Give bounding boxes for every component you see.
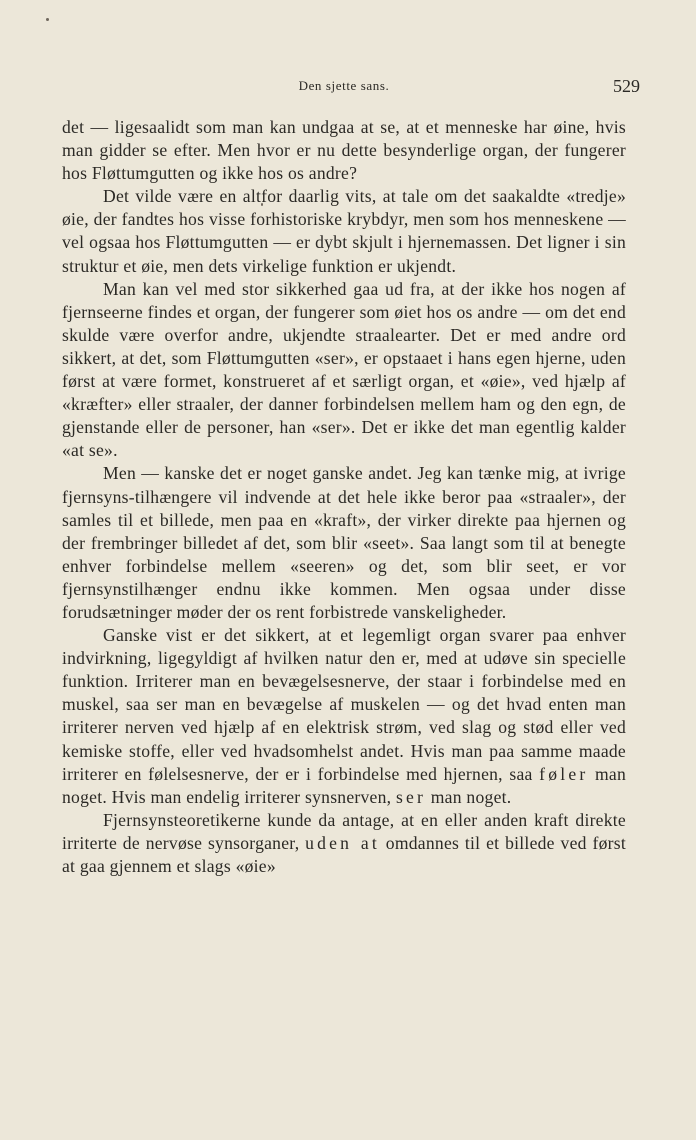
text-run: Det vilde være en altfor daarlig vits, at tale om det saakaldte «tredje» øie, der fandtes hos visse forhistoriske krybdyr, men som hos menneskene — vel ogsaa hos Fløttumgutten — er dybt skjult i hjernemassen. Det ligner i sin struktur et øie, men dets virkelige funktion er ukjendt. (62, 186, 626, 276)
emphasis-spaced: ser (395, 786, 427, 807)
paragraph (62, 185, 626, 277)
text-run: omdannes til et billede ved først at gaa gjennem et slags «øie» (62, 832, 626, 876)
emphasis-spaced: føler (539, 763, 589, 784)
paragraph (62, 278, 626, 463)
paragraph (62, 116, 626, 185)
text-run: man noget. Hvis man endelig irriterer synsnerven, (62, 763, 626, 807)
emphasis-spaced: uden at (305, 832, 380, 853)
paragraph (62, 809, 626, 878)
page-number: 529 (613, 76, 640, 96)
speck-mark (46, 18, 49, 21)
text-run: Ganske vist er det sikkert, at et legemligt organ svarer paa enhver indvirkning, ligegyldigt af hvilken natur den er, med at udøve sin specielle funktion. Irriterer man en bevægelsesnerve, der staar i forbindelse med en muskel, saa ser man en bevægelse af muskelen — og det hvad enten man irriterer nerven ved hjælp af en elektrisk strøm, ved slag og stød eller ved kemiske stoffe, eller ved hvadsomhelst andet. Hvis man paa samme maade irriterer en følelsesnerve, der er i forbindelse med hjernen, saa (62, 625, 626, 784)
text-run: det — ligesaalidt som man kan undgaa at se, at et menneske har øine, hvis man gidder se efter. Men hvor er nu dette besynderlige organ, der fungerer hos Fløttumgutten og ikke hos os andre? (62, 117, 626, 184)
text-run: Men — kanske det er noget ganske andet. Jeg kan tænke mig, at ivrige fjernsyns-tilhængere vil indvende at det hele ikke beror paa «straaler», der samles til et billede, men paa en «kraft», der virker direkte paa hjernen og der frembringer billedet af det, som blir «seet». Saa langt som til at benegte enhver forbindelse mellem «seeren» og det, som blir seet, er vor fjernsynstilhænger endnu ikke kommen. Men ogsaa under disse forudsætninger møder der os rent forbistrede vanskeligheder. (62, 463, 626, 622)
running-head (62, 76, 640, 100)
paragraph (62, 462, 626, 624)
text-run: Man kan vel med stor sikkerhed gaa ud fra, at der ikke hos nogen af fjernseerne findes et organ, der fungerer som øiet hos os andre — om det end skulde være overfor andre, ukjendte straalearter. Det er med andre ord sikkert, at det, som Fløttumgutten «ser», er opstaaet i hans egen hjerne, uden først at være formet, konstrueret af et særligt organ, et «øie», ved hjælp af «kræfter» eller straaler, der danner forbindelsen mellem ham og den egn, de gjenstande eller de personer, han «ser». Det er ikke det man egentlig kalder «at se». (62, 278, 626, 461)
body-text (62, 116, 626, 878)
text-run: Fjernsynsteoretikerne kunde da antage, at en eller anden kraft direkte irriterte de nervøse synsorganer, (62, 809, 626, 853)
text-run: man noget. (426, 786, 512, 807)
paragraph (62, 624, 626, 809)
running-title: Den sjette sans. (298, 78, 390, 93)
